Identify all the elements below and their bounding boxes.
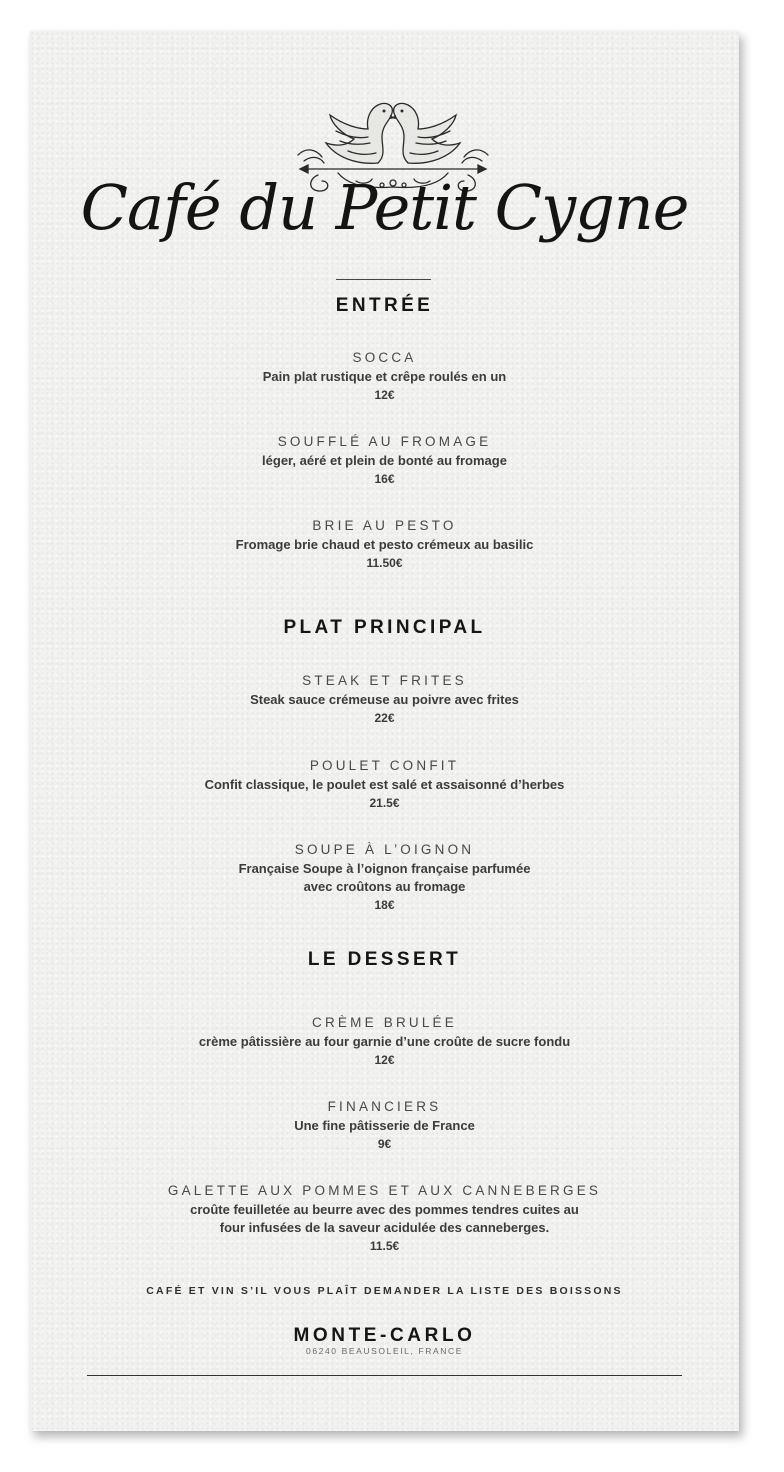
item-name: POULET CONFIT (309, 758, 460, 773)
item-description: four infusées de la saveur acidulée des canneberges. (219, 1220, 550, 1235)
menu-item (30, 841, 739, 914)
menu-card (30, 31, 739, 1431)
item-description: crème pâtissière au four garnie d’une croûte de sucre fondu (198, 1034, 571, 1049)
item-description: Confit classique, le poulet est salé et assaisonné d’herbes (204, 777, 565, 792)
section-heading-plat-principal: PLAT PRINCIPAL (283, 617, 486, 638)
item-description: Steak sauce crémeuse au poivre avec frites (250, 692, 519, 707)
menu-item (30, 433, 739, 488)
item-description: Fromage brie chaud et pesto crémeux au basilic (235, 537, 534, 552)
item-price: 12€ (374, 1053, 395, 1067)
item-price: 16€ (374, 472, 395, 486)
item-price: 18€ (374, 898, 395, 912)
item-name: BRIE AU PESTO (312, 518, 457, 533)
item-name: GALETTE AUX POMMES ET AUX CANNEBERGES (167, 1183, 602, 1198)
item-description: Une fine pâtisserie de France (294, 1118, 475, 1133)
item-name: STEAK ET FRITES (302, 673, 467, 688)
item-name: SOCCA (352, 350, 417, 365)
menu-item (30, 517, 739, 572)
menu-item (30, 1182, 739, 1255)
item-description: avec croûtons au fromage (303, 879, 466, 894)
item-name: CRÈME BRULÉE (312, 1015, 457, 1030)
footer-divider (87, 1375, 682, 1376)
item-description: léger, aéré et plein de bonté au fromage (262, 453, 507, 468)
section-heading-dessert: LE DESSERT (307, 949, 462, 970)
item-description: Pain plat rustique et crêpe roulés en un (262, 369, 507, 384)
section-heading-entree: ENTRÉE (335, 295, 434, 316)
item-description: croûte feuilletée au beurre avec des pommes tendres cuites au (190, 1202, 579, 1217)
item-price: 11.50€ (366, 556, 403, 570)
menu-item (30, 1098, 739, 1153)
menu-item (30, 672, 739, 727)
item-name: FINANCIERS (327, 1099, 442, 1114)
item-name: SOUFFLÉ AU FROMAGE (277, 434, 492, 449)
menu-item (30, 349, 739, 404)
footer-city: MONTE-CARLO (293, 1325, 476, 1346)
menu-item (30, 1014, 739, 1069)
item-price: 9€ (377, 1137, 392, 1151)
item-price: 22€ (374, 711, 395, 725)
title-divider (336, 279, 431, 280)
drinks-note: CAFÉ ET VIN S’IL VOUS PLAÎT DEMANDER LA LISTE DES BOISSONS (146, 1285, 623, 1297)
footer-address: 06240 BEAUSOLEIL, FRANCE (306, 1346, 463, 1356)
item-price: 21.5€ (369, 796, 400, 810)
menu-item (30, 757, 739, 812)
item-name: SOUPE À L’OIGNON (294, 842, 475, 857)
restaurant-name: Café du Petit Cygne (80, 171, 689, 244)
item-price: 11.5€ (369, 1239, 400, 1253)
item-price: 12€ (374, 388, 395, 402)
item-description: Française Soupe à l’oignon française parfumée (238, 861, 531, 876)
